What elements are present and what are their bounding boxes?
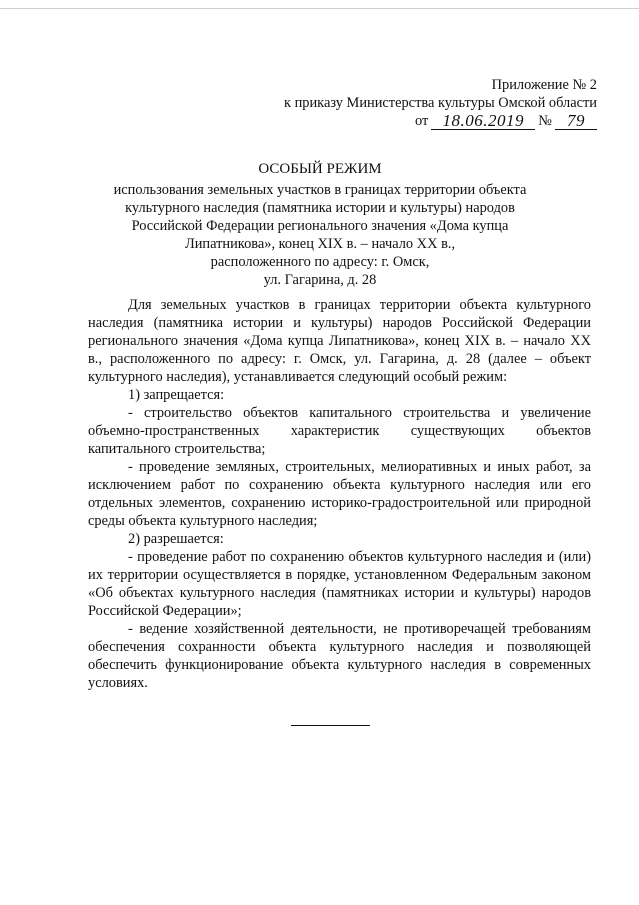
prohibited-heading: 1) запрещается: bbox=[128, 387, 225, 403]
allowed-item: - проведение работ по сохранению объектов культурного наследия и (или) их территории осуществляется в порядке, установленном Федеральным законом «Об объектах культурного наследия (памятниках истории и культуры) народов Российской Федерации»; bbox=[88, 549, 591, 619]
document-title bbox=[90, 159, 550, 289]
allowed-heading: 2) разрешается: bbox=[128, 531, 224, 547]
intro-paragraph: Для земельных участков в границах территории объекта культурного наследия (памятника истории и культуры) народов Российской Федерации регионального значения «Дома купца Липатникова», конец XIX в. – начало XX в., расположенного по адресу: г. Омск, ул. Гагарина, д. 28 (далее – объект культурного наследия), устанавливается следующий особый режим: bbox=[88, 297, 591, 385]
appendix-header bbox=[284, 76, 597, 130]
title-line: использования земельных участков в границах территории объекта bbox=[113, 182, 527, 198]
title-line: культурного наследия (памятника истории и культуры) народов bbox=[125, 200, 515, 216]
title-line: Российской Федерации регионального значения «Дома купца bbox=[131, 218, 509, 234]
title-line: расположенного по адресу: г. Омск, bbox=[210, 254, 430, 270]
title-main: ОСОБЫЙ РЕЖИМ bbox=[258, 161, 382, 177]
date-prefix: от bbox=[414, 113, 429, 129]
number-prefix: № bbox=[538, 113, 552, 129]
scan-edge-line bbox=[0, 8, 639, 9]
handwritten-number: 79 bbox=[555, 113, 597, 130]
prohibited-item: - проведение земляных, строительных, мелиоративных и иных работ, за исключением работ по сохранению объекта культурного наследия или его отдельных элементов, сохранению историко-градостроительной или природной среды объекта культурного наследия; bbox=[88, 459, 591, 529]
closing-rule bbox=[291, 725, 370, 726]
prohibited-item: - строительство объектов капитального строительства и увеличение объемно-пространственных характеристик существующих объектов капитального строительства; bbox=[88, 405, 591, 457]
order-reference: к приказу Министерства культуры Омской области bbox=[284, 95, 597, 111]
title-line: ул. Гагарина, д. 28 bbox=[263, 272, 377, 288]
document-body bbox=[88, 296, 591, 692]
appendix-label: Приложение № 2 bbox=[491, 77, 597, 93]
title-line: Липатникова», конец XIX в. – начало XX в., bbox=[184, 236, 456, 252]
handwritten-date: 18.06.2019 bbox=[431, 113, 535, 130]
order-date-line bbox=[284, 112, 597, 130]
allowed-item: - ведение хозяйственной деятельности, не противоречащей требованиям обеспечения сохранности объекта культурного наследия и позволяющей обеспечить функционирование объекта культурного наследия в современных условиях. bbox=[88, 621, 591, 691]
